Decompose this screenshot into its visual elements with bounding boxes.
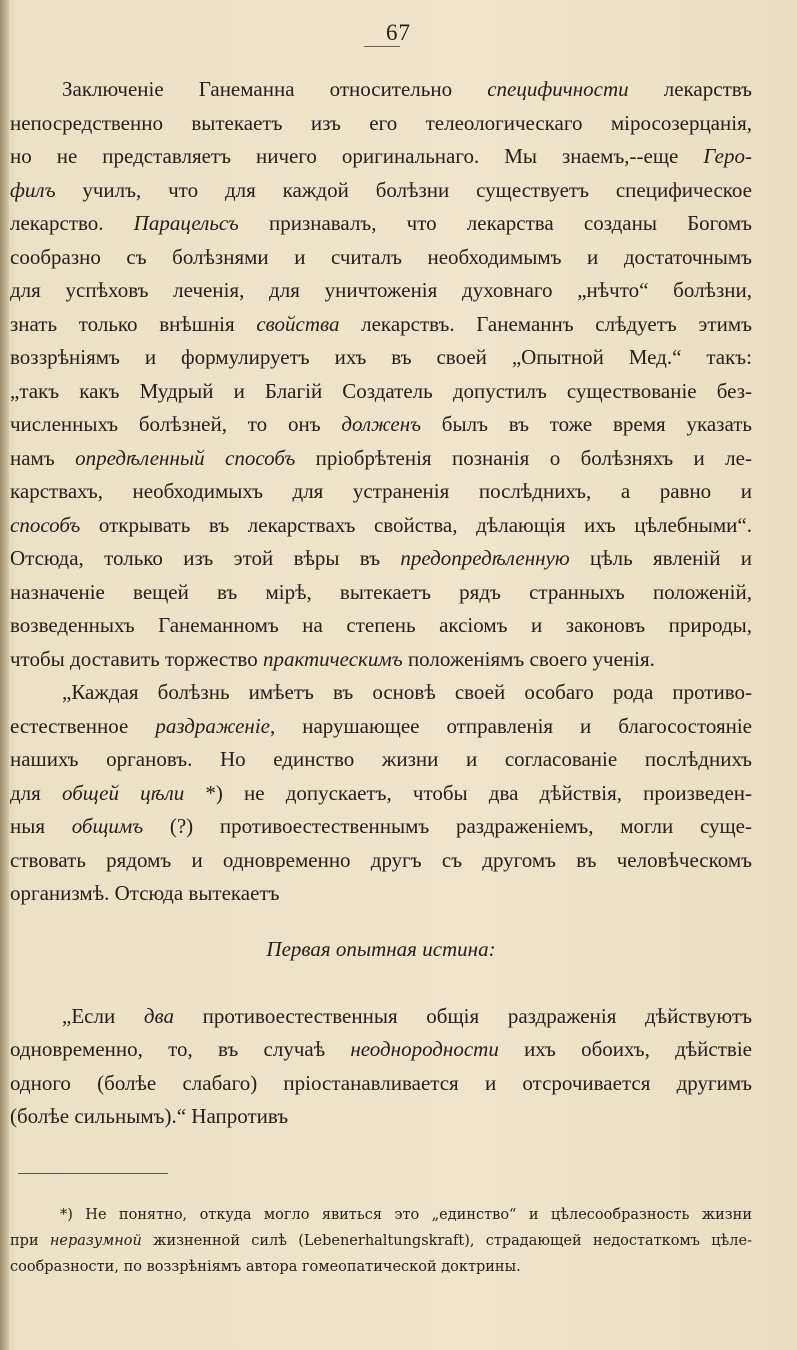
emphasis: способъ xyxy=(10,512,81,537)
text-line xyxy=(10,241,752,275)
text-line xyxy=(10,1067,752,1101)
footnote-area xyxy=(10,1173,752,1280)
emphasis: общей цѣли xyxy=(61,780,185,805)
text-run: карствахъ, необходимыхъ для устраненія послѣднихъ, а равно и xyxy=(10,479,752,503)
text-run: *) Не понятно, откуда могло явиться это „единство“ и цѣлесообразность жизни xyxy=(60,1207,752,1223)
emphasis: практическимъ xyxy=(262,646,403,671)
text-run: при xyxy=(10,1233,50,1249)
text-run: возведенныхъ Ганеманномъ на степень аксіомъ и законовъ природы, xyxy=(10,613,752,637)
text-run: знать только внѣшнія xyxy=(10,311,257,336)
text-run: одновременно, то, въ случаѣ xyxy=(10,1037,351,1061)
main-text xyxy=(10,73,752,1134)
emphasis: опредѣленный способъ xyxy=(75,445,296,470)
text-run: лекарствъ. Ганеманнъ слѣдуетъ этимъ xyxy=(339,311,752,336)
text-run: сообразности, по воззрѣніямъ автора гомеопатической доктрины. xyxy=(10,1259,521,1275)
text-run: , нарушающее отправленія и благосостояніе xyxy=(270,713,753,738)
text-line xyxy=(10,375,752,409)
text-run: Отсюда, только изъ этой вѣры въ xyxy=(10,546,401,570)
text-run: открывать въ лекарствахъ свойства, дѣлающія ихъ цѣлебными“. xyxy=(80,512,752,537)
text-run: сообразно съ болѣзнями и считалъ необходимымъ и достаточнымъ xyxy=(10,244,752,269)
text-line xyxy=(10,1100,752,1134)
section-heading: Первая опытная истина: xyxy=(266,936,496,961)
text-line xyxy=(10,509,752,543)
emphasis: Парацельсъ xyxy=(133,211,239,235)
text-line xyxy=(10,877,752,911)
text-run: воззрѣніямъ и формулируетъ ихъ въ своей „Опытной Мед.“ такъ: xyxy=(10,345,752,369)
text-run: „Если xyxy=(62,1003,144,1028)
text-line xyxy=(10,1202,752,1228)
emphasis: свойства xyxy=(256,311,340,336)
text-run: но не представляетъ ничего оригинальнаго. Мы знаемъ,--еще xyxy=(10,144,704,168)
text-line xyxy=(10,174,752,208)
text-run: лекарствъ xyxy=(628,77,752,101)
text-run: ныя xyxy=(10,814,72,838)
page-number: 67 xyxy=(386,20,411,45)
text-line xyxy=(10,308,752,342)
text-run: жизненной силѣ (Lebenerhaltungskraft), страдающей недостаткомъ цѣле- xyxy=(141,1233,752,1249)
text-line xyxy=(10,107,752,141)
emphasis: общимъ xyxy=(71,814,144,838)
text-run: нашихъ органовъ. Но единство жизни и согласованіе послѣднихъ xyxy=(10,747,752,771)
text-run: организмѣ. Отсюда вытекаетъ xyxy=(10,881,280,905)
footnote xyxy=(10,1202,752,1280)
text-line xyxy=(10,643,752,677)
text-line xyxy=(10,576,752,610)
text-line xyxy=(10,207,752,241)
text-run: (болѣе сильнымъ).“ Напротивъ xyxy=(10,1104,289,1128)
emphasis: два xyxy=(143,1003,174,1028)
text-run: пріобрѣтенія познанія о болѣзняхъ и ле- xyxy=(295,445,752,470)
text-run: численныхъ болѣзней, то онъ xyxy=(10,412,342,436)
text-run: ихъ обоихъ, дѣйствіе xyxy=(498,1037,752,1061)
text-run: непосредственно вытекаетъ изъ его телеологическаго міросозерцанія, xyxy=(10,110,752,135)
emphasis: специфичности xyxy=(487,77,629,101)
text-run: для успѣховъ леченія, для уничтоженія духовнаго „нѣчто“ болѣзни, xyxy=(10,278,752,302)
text-run: „такъ какъ Мудрый и Благій Создатель допустилъ существованіе без- xyxy=(10,378,752,403)
text-run: „Каждая болѣзнь имѣетъ въ основѣ своей особаго рода противо- xyxy=(62,680,752,704)
text-run: одного (болѣе слабаго) пріостанавливается и отсрочивается другимъ xyxy=(10,1070,752,1095)
text-run: для xyxy=(10,780,62,805)
emphasis: неразумной xyxy=(49,1233,142,1249)
text-run: цѣль явленій и xyxy=(569,546,752,570)
text-run: назначеніе вещей въ мірѣ, вытекаетъ рядъ странныхъ положеній, xyxy=(10,579,752,604)
text-run: лекарство. xyxy=(10,211,134,235)
text-line xyxy=(10,1000,752,1034)
text-run: признавалъ, что лекарства созданы Богомъ xyxy=(238,211,752,235)
emphasis: предопредѣленную xyxy=(400,546,570,570)
text-line xyxy=(10,810,752,844)
text-run: противоестественныя общія раздраженія дѣйствуютъ xyxy=(173,1003,753,1028)
emphasis: Геро- xyxy=(703,144,752,168)
text-line xyxy=(10,1033,752,1067)
text-line xyxy=(10,676,752,710)
emphasis: филъ xyxy=(10,177,56,202)
text-run: училъ, что для каждой болѣзни существуетъ специфическое xyxy=(55,177,752,202)
text-line xyxy=(10,710,752,744)
text-line xyxy=(10,442,752,476)
footnote-rule xyxy=(18,1173,168,1174)
text-run: былъ въ тоже время указать xyxy=(421,412,752,436)
text-run: *) не допускаетъ, чтобы два дѣйствія, произведен- xyxy=(184,780,752,805)
emphasis: неоднородности xyxy=(350,1037,499,1061)
text-run: намъ xyxy=(10,445,76,470)
text-line xyxy=(10,743,752,777)
text-run: положеніямъ своего ученія. xyxy=(402,646,655,671)
text-line xyxy=(10,844,752,878)
text-line xyxy=(10,777,752,811)
text-line xyxy=(10,475,752,509)
text-run: Заключеніе Ганеманна относительно xyxy=(62,77,488,101)
text-line xyxy=(10,341,752,375)
text-run: ствовать рядомъ и одновременно другъ съ другомъ въ человѣческомъ xyxy=(10,847,752,872)
text-run: чтобы доставить торжество xyxy=(10,646,263,671)
text-run: естественное xyxy=(10,713,156,738)
text-line xyxy=(10,609,752,643)
emphasis: раздраженіе xyxy=(155,713,271,738)
paragraph-first-truth xyxy=(10,1000,752,1134)
text-run: (?) противоестественнымъ раздраженіемъ, могли суще- xyxy=(143,814,752,838)
text-line xyxy=(10,140,752,174)
text-line xyxy=(10,1228,752,1254)
page-number-underline xyxy=(364,46,400,47)
text-line xyxy=(10,73,752,107)
text-line xyxy=(10,274,752,308)
text-line xyxy=(10,542,752,576)
emphasis: долженъ xyxy=(341,412,422,436)
text-line xyxy=(10,1254,752,1280)
text-line xyxy=(10,408,752,442)
book-spine-shadow xyxy=(0,0,9,1350)
paragraph-main xyxy=(10,73,752,911)
